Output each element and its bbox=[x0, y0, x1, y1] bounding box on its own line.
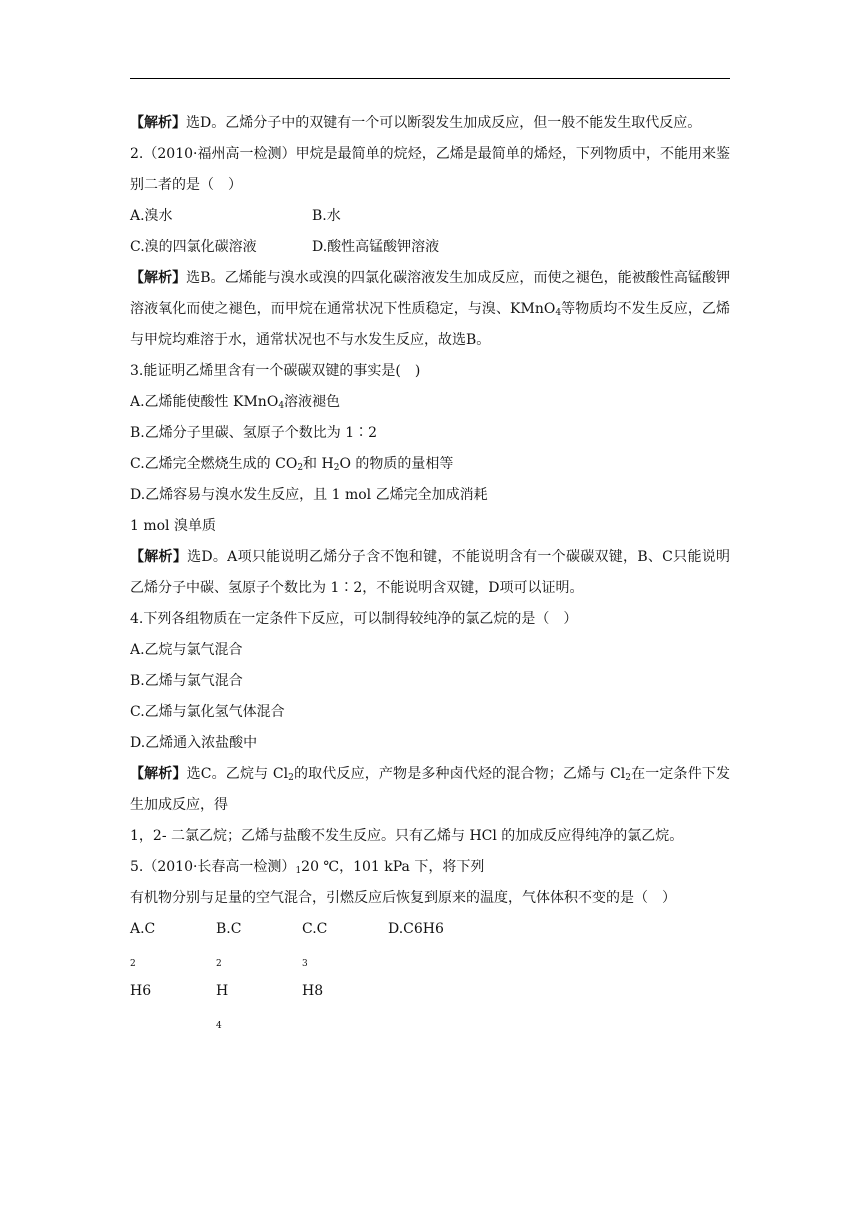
analysis-label: 【解析】 bbox=[130, 549, 188, 565]
analysis-label: 【解析】 bbox=[130, 115, 186, 131]
subscript: 2 bbox=[130, 959, 136, 969]
header-rule bbox=[130, 78, 730, 79]
q4-stem: 4.下列各组物质在一定条件下反应，可以制得较纯净的氯乙烷的是（ ） bbox=[130, 611, 578, 627]
subscript: 4 bbox=[555, 308, 562, 318]
analysis-text: 选D。A项只能说明乙烯分子含不饱和键，不能说明含有一个碳碳双键，B、C只能说明乙烯分子中碳、氢原子个数比为 1∶2，不能说明含双键，D项可以证明。 bbox=[130, 549, 731, 596]
option-text: B.C bbox=[216, 921, 242, 937]
q5-option-d: D.C6H6 bbox=[388, 921, 444, 937]
stray-mark: 1 bbox=[295, 866, 302, 876]
analysis-label: 【解析】 bbox=[130, 766, 187, 782]
option-text: H bbox=[216, 983, 229, 999]
analysis-text-part: 在一定条件下发生加成反应，得 bbox=[130, 766, 731, 813]
q2-analysis bbox=[130, 263, 730, 356]
q3-analysis bbox=[130, 542, 730, 604]
subscript: 2 bbox=[216, 959, 222, 969]
option-text: A.乙烯能使酸性 KMnO bbox=[130, 394, 279, 410]
q3-option-d: D.乙烯容易与溴水发生反应，且 1 mol 乙烯完全加成消耗 bbox=[130, 487, 488, 503]
q2-options-row-1 bbox=[130, 201, 730, 232]
stem-text: 20 ℃，101 kPa 下，将下列 bbox=[301, 859, 485, 875]
q5-stem bbox=[130, 852, 730, 883]
q2-option-c: C.溴的四氯化碳溶液 bbox=[130, 239, 257, 255]
subscript: 2 bbox=[625, 773, 631, 783]
q3-option-d-continued: 1 mol 溴单质 bbox=[130, 518, 216, 534]
document-body bbox=[130, 108, 731, 1031]
q4-option-a: A.乙烷与氯气混合 bbox=[130, 642, 243, 658]
q4-option-c: C.乙烯与氯化氢气体混合 bbox=[130, 704, 285, 720]
analysis-text-part: 等物质均不发生反应，乙烯与甲烷均难溶于水，通常状况也不与水发生反应，故选B。 bbox=[130, 301, 730, 348]
q5-option-c bbox=[302, 914, 388, 999]
q4-analysis-continued: 1，2- 二氯乙烷；乙烯与盐酸不发生反应。只有乙烯与 HCl 的加成反应得纯净的氯乙烷。 bbox=[130, 828, 684, 844]
analysis-text-part: 的取代反应，产物是多种卤代烃的混合物；乙烯与 Cl bbox=[293, 766, 626, 782]
option-text: 和 H bbox=[303, 456, 334, 472]
q2-options-row-2 bbox=[130, 232, 730, 263]
q4-option-d: D.乙烯通入浓盐酸中 bbox=[130, 735, 258, 751]
stem-text: 5.（2010·长春高一检测） bbox=[130, 859, 296, 875]
option-text: 溶液褪色 bbox=[284, 394, 341, 410]
q3-stem: 3.能证明乙烯里含有一个碳碳双键的事实是( ) bbox=[130, 363, 421, 379]
subscript: 3 bbox=[302, 959, 308, 969]
q2-option-b: B.水 bbox=[312, 208, 341, 224]
subscript: 2 bbox=[333, 463, 340, 473]
q5-stem-continued: 有机物分别与足量的空气混合，引燃反应后恢复到原来的温度，气体体积不变的是（ ） bbox=[130, 890, 676, 906]
subscript: 2 bbox=[288, 773, 294, 783]
option-text: C.乙烯完全燃烧生成的 CO bbox=[130, 456, 298, 472]
q5-option-a bbox=[130, 914, 216, 999]
q5-option-b bbox=[216, 914, 302, 1031]
q3-option-c bbox=[130, 449, 730, 480]
subscript: 2 bbox=[297, 463, 304, 473]
option-text: C.C bbox=[302, 921, 328, 937]
option-text: O 的物质的量相等 bbox=[339, 456, 454, 472]
analysis-text-part: 选C。乙烷与 Cl bbox=[186, 766, 289, 782]
analysis-text-part: 选B。乙烯能与溴水或溴的四氯化碳溶液发生加成反应，而使之褪色，能被酸性高锰酸钾溶液氧化而使之褪色，而甲烷在通常状况下性质稳定，与溴、KMnO bbox=[130, 270, 730, 317]
option-text: A.C bbox=[130, 921, 156, 937]
option-text: H8 bbox=[302, 983, 324, 999]
subscript: 4 bbox=[278, 401, 285, 411]
q1-analysis bbox=[130, 108, 730, 139]
analysis-text: 选D。乙烯分子中的双键有一个可以断裂发生加成反应，但一般不能发生取代反应。 bbox=[186, 115, 702, 131]
analysis-label: 【解析】 bbox=[130, 270, 187, 286]
q4-analysis bbox=[130, 759, 730, 821]
q4-option-b: B.乙烯与氯气混合 bbox=[130, 673, 243, 689]
q2-stem: 2.（2010·福州高一检测）甲烷是最简单的烷烃，乙烯是最简单的烯烃，下列物质中，不能用来鉴别二者的是（ ） bbox=[130, 146, 730, 193]
q5-options bbox=[130, 914, 730, 1031]
q3-option-a bbox=[130, 387, 730, 418]
option-text: H6 bbox=[130, 983, 152, 999]
q2-option-a: A.溴水 bbox=[130, 208, 173, 224]
q2-option-d: D.酸性高锰酸钾溶液 bbox=[312, 239, 440, 255]
q3-option-b: B.乙烯分子里碳、氢原子个数比为 1∶2 bbox=[130, 425, 378, 441]
subscript: 4 bbox=[216, 1021, 222, 1031]
